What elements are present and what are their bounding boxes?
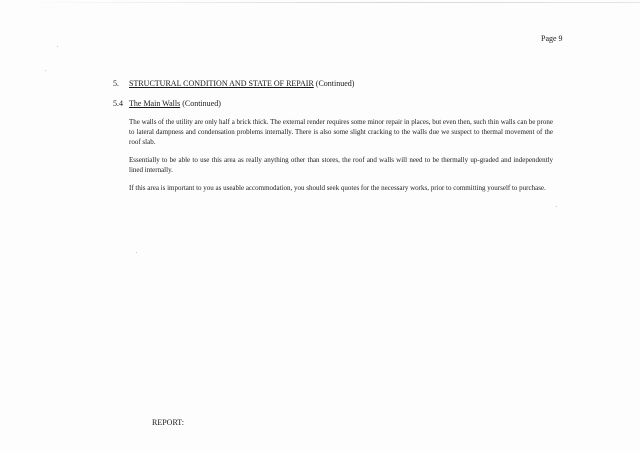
scan-speck	[45, 70, 46, 71]
paragraph: If this area is important to you as useable accommodation, you should seek quotes for the necessary works, prior to committing yourself to purchase.	[129, 184, 546, 192]
scan-speck	[556, 206, 557, 207]
page-number: Page 9	[541, 34, 563, 43]
section-heading	[113, 79, 354, 88]
scan-edge-line	[0, 2, 640, 3]
section-suffix: (Continued)	[315, 79, 355, 88]
report-label: REPORT:	[152, 418, 185, 427]
section-number: 5.	[113, 79, 119, 88]
paragraph: The walls of the utility are only half a brick thick. The external render requires some minor repair in places, but even then, such thin walls can be prone to lateral dampness and condensation problems internally. There is also some slight cracking to the walls due we suspect to thermal movement of the roof slab.	[129, 118, 553, 146]
subsection-title: The Main Walls	[129, 99, 181, 108]
subsection-suffix: (Continued)	[182, 99, 221, 108]
body-text	[129, 117, 553, 201]
paragraph: Essentially to be able to use this area as really anything other than stores, the roof and walls will need to be thermally up-graded and independently lined internally.	[129, 156, 553, 174]
subsection-number: 5.4	[113, 99, 123, 108]
subsection-heading	[113, 99, 221, 108]
section-title: STRUCTURAL CONDITION AND STATE OF REPAIR	[129, 79, 314, 88]
scan-speck	[136, 252, 137, 253]
scan-speck	[57, 46, 58, 47]
